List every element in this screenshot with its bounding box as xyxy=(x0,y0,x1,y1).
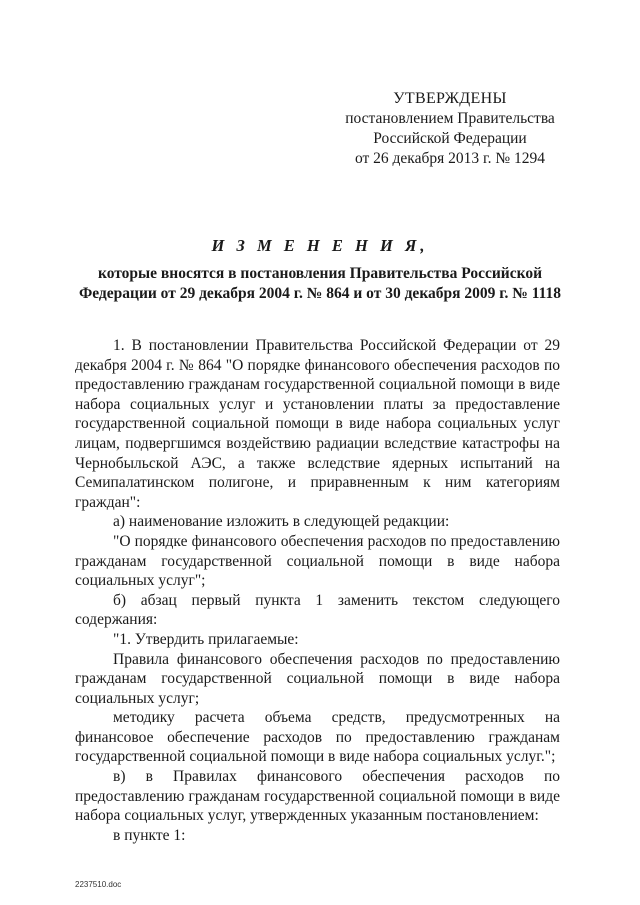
approval-date-line: от 26 декабря 2013 г. № 1294 xyxy=(354,150,546,167)
paragraph-item-a: а) наименование изложить в следующей редакции: xyxy=(113,513,450,531)
approval-stamp xyxy=(330,89,570,169)
approval-line: Российской Федерации xyxy=(373,130,527,147)
approval-line: постановлением Правительства xyxy=(345,110,555,127)
paragraph-quote: методику расчета объема средств, предусмотренных на финансовое обеспечение расходов по предоставлению гражданам государственной социальной помощи в виде набора социальных услуг."; xyxy=(75,709,560,766)
document-body xyxy=(75,336,560,845)
document-subtitle xyxy=(70,264,570,304)
paragraph-item-b: б) абзац первый пункта 1 заменить текстом следующего содержания: xyxy=(75,591,560,629)
paragraph-item-1: 1. В постановлении Правительства Российской Федерации от 29 декабря 2004 г. № 864 "О порядке финансового обеспечения расходов по предоставлению гражданам государственной социальной помощи в виде набора социальных услуг и установлении платы за предоставление государственной социальной помощи в виде набора социальных услуг лицам, подвергшимся воздействию радиации вследствие катастрофы на Чернобыльской АЭС, а также вследствие ядерных испытаний на Семипалатинском полигоне, и приравненным к ним категориям граждан": xyxy=(75,337,560,511)
subtitle-line: которые вносятся в постановления Правительства Российской xyxy=(97,265,543,282)
paragraph-subitem: в пункте 1: xyxy=(113,826,186,844)
approval-title: УТВЕРЖДЕНЫ xyxy=(393,90,507,107)
subtitle-line: Федерации от 29 декабря 2004 г. № 864 и от 30 декабря 2009 г. № 1118 xyxy=(78,285,562,302)
paragraph-quote: "1. Утвердить прилагаемые: xyxy=(113,630,299,648)
footer-filename: 2237510.doc xyxy=(75,880,122,889)
paragraph-item-v: в) в Правилах финансового обеспечения расходов по предоставлению гражданам государственной социальной помощи в виде набора социальных услуг, утвержденных указанным постановлением: xyxy=(75,768,560,825)
document-title: И З М Е Н Е Н И Я, xyxy=(211,236,429,255)
document-heading xyxy=(70,236,570,304)
paragraph-quote: Правила финансового обеспечения расходов по предоставлению гражданам государственной социальной помощи в виде набора социальных услуг; xyxy=(75,650,560,707)
paragraph-quote: "О порядке финансового обеспечения расходов по предоставлению гражданам государственной социальной помощи в виде набора социальных услуг"; xyxy=(75,532,560,590)
